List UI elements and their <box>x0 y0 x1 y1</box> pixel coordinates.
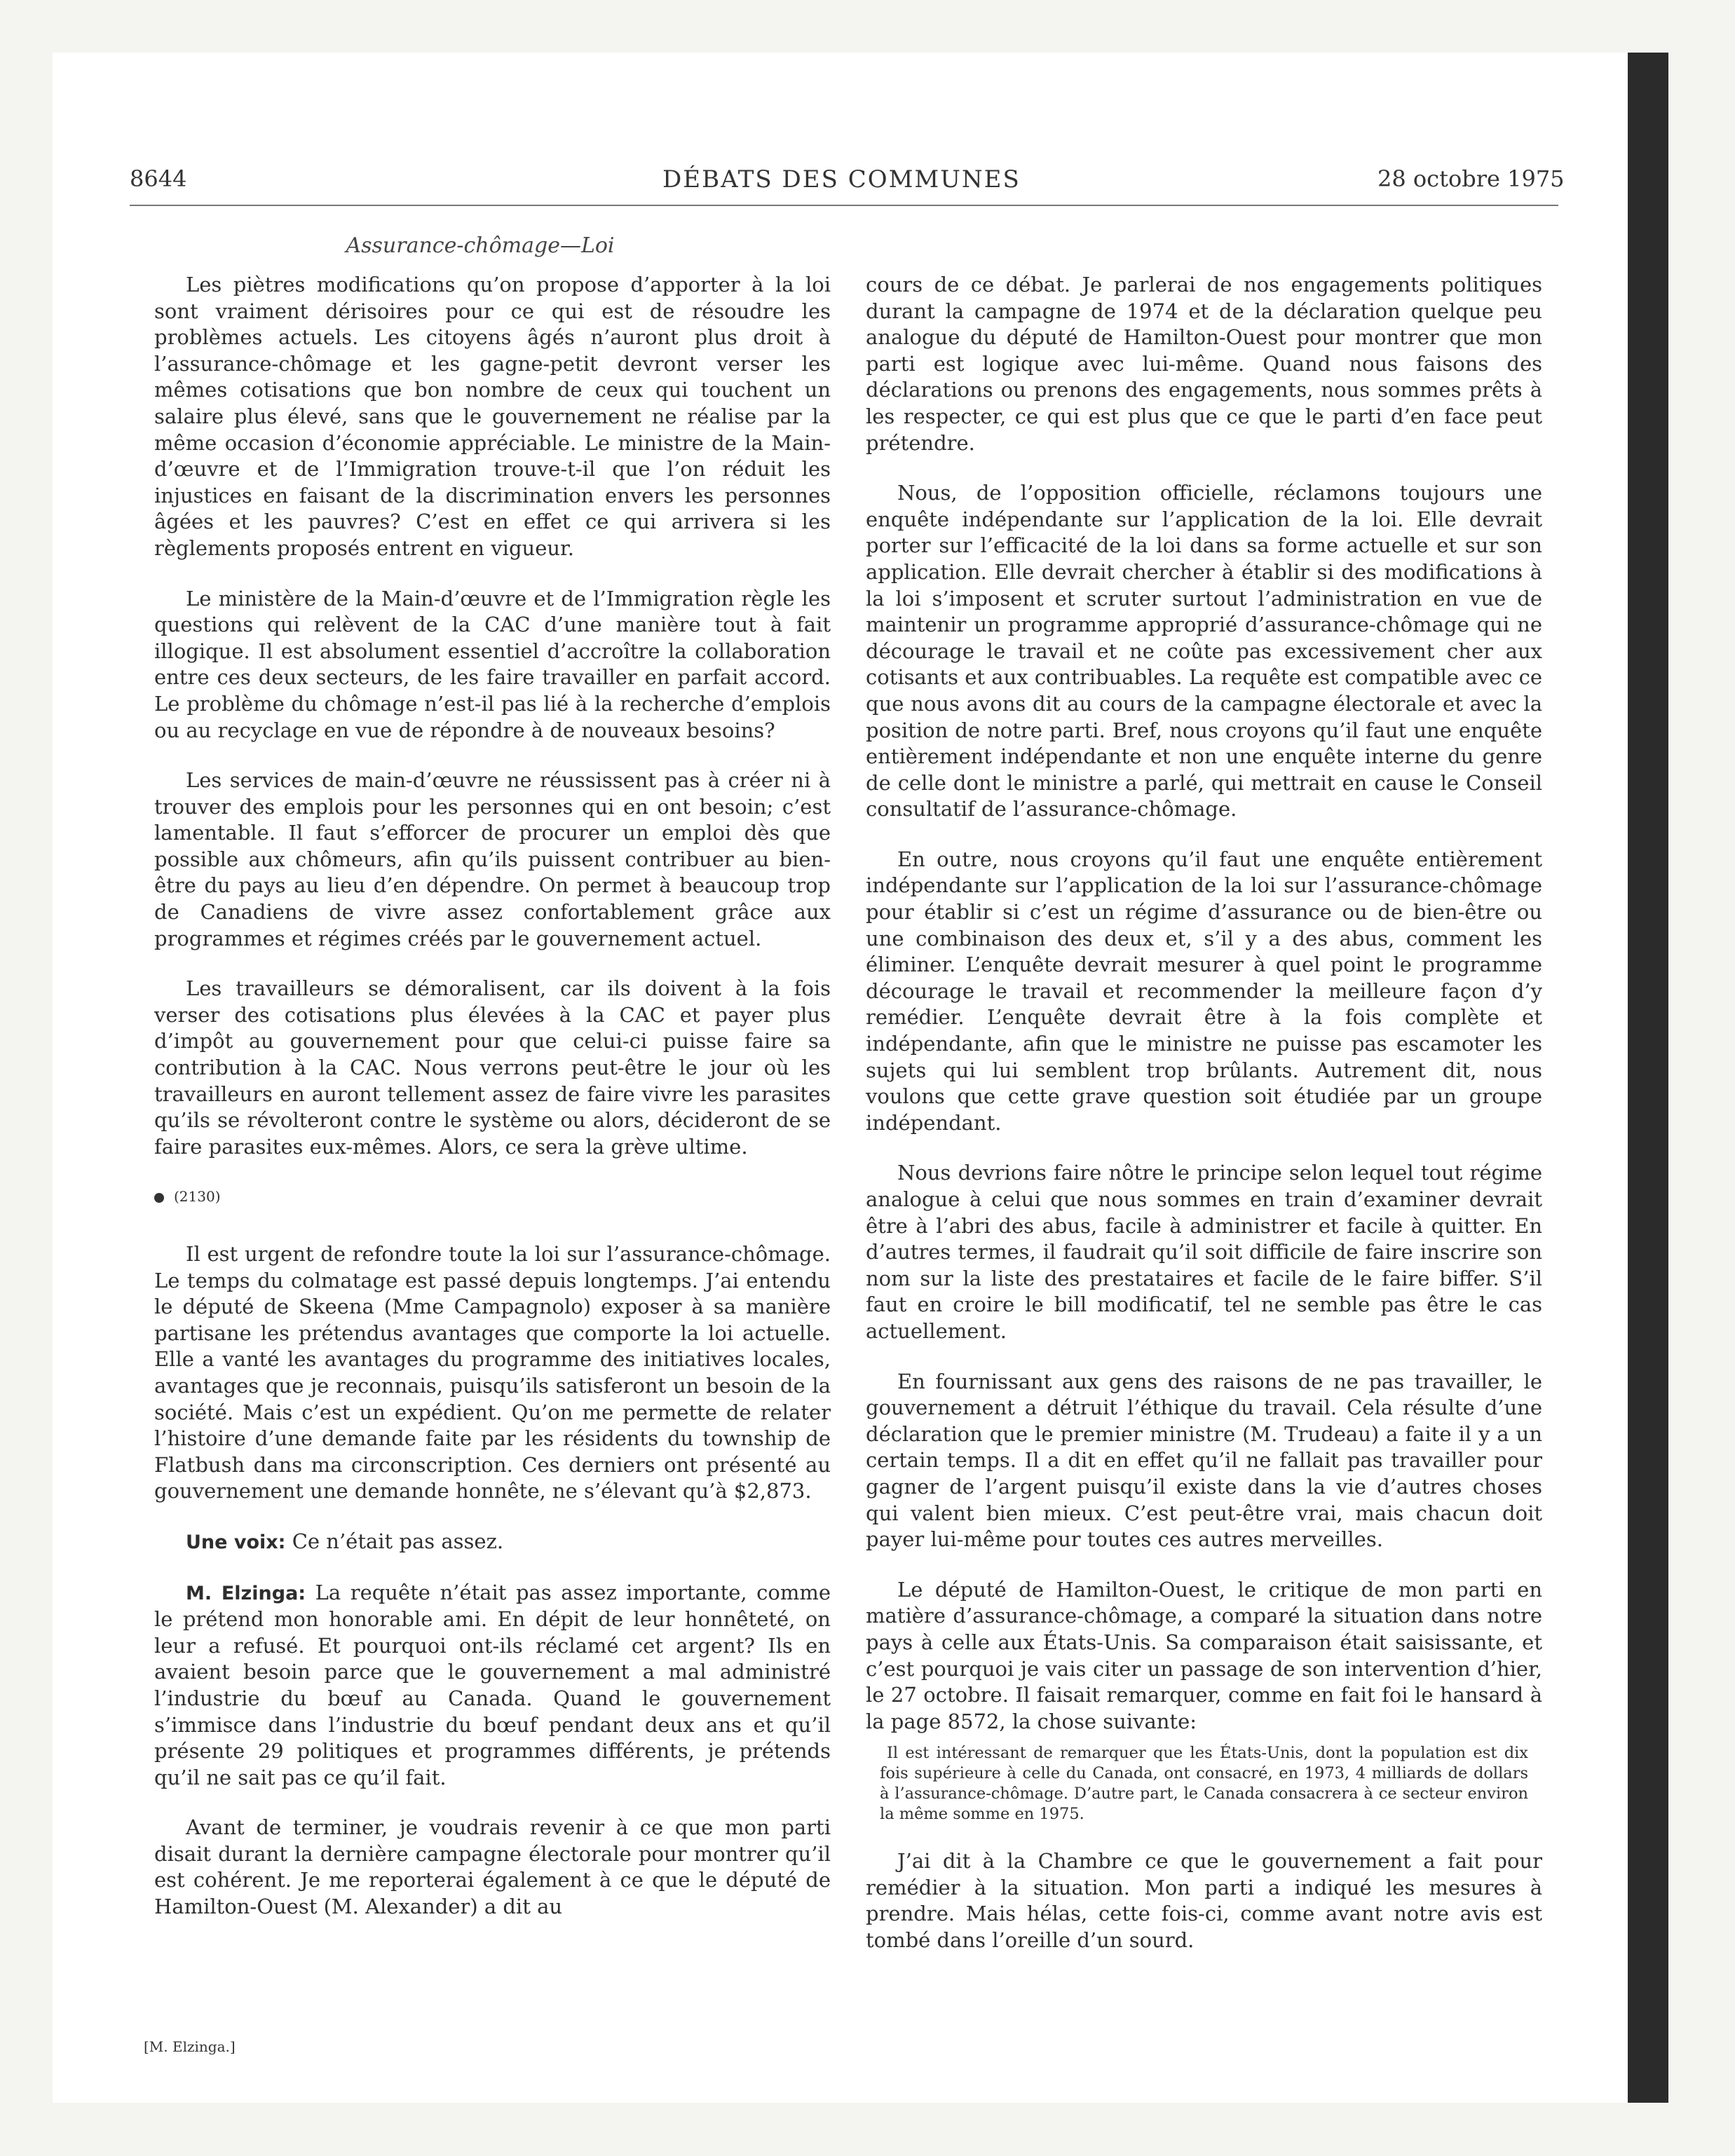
speech <box>154 1529 831 1556</box>
paragraph: Les services de main-d’œuvre ne réussissent pas à créer ni à trouver des emplois pour les personnes qui en ont besoin; c’est lamentable. Il faut s’efforcer de procurer un emploi dès que possible aux chômeurs, afin qu’ils puissent contribuer au bien-être du pays au lieu d’en dépendre. On permet à beaucoup trop de Canadiens de vivre assez confortablement grâce aux programmes et régimes créés par le gouvernement actuel. <box>154 768 831 950</box>
paragraph: Avant de terminer, je voudrais revenir à ce que mon parti disait durant la dernière campagne électorale pour montrer qu’il est cohérent. Je me reporterai également à ce que le député de Hamilton-Ouest (M. Alexander) a dit au <box>154 1815 831 1919</box>
bullet-icon <box>154 1193 164 1203</box>
speech-text: Ce n’était pas assez. <box>285 1529 504 1553</box>
speaker-reference: [M. Elzinga.] <box>144 2038 236 2055</box>
paragraph: J’ai dit à la Chambre ce que le gouvernement a fait pour remédier à la situation. Mon parti a indiqué les mesures à prendre. Mais hélas, cette fois-ci, comme avant notre avis est tombé dans l’oreille d’un sourd. <box>866 1849 1542 1953</box>
paragraph: Il est urgent de refondre toute la loi sur l’assurance-chômage. Le temps du colmatage est passé depuis longtemps. J’ai entendu le député de Skeena (Mme Campagnolo) exposer à sa manière partisane les prétendus avantages que comporte la loi actuelle. Elle a vanté les avantages du programme des initiatives locales, avantages que je reconnais, puisqu’ils satisferont un besoin de la société. Mais c’est un expédient. Qu’on me permette de relater l’histoire d’une demande faite par les résidents du township de Flatbush dans ma circonscription. Ces derniers ont présenté au gouvernement une demande honnête, ne s’élevant qu’à $2,873. <box>154 1242 831 1503</box>
paragraph: En fournissant aux gens des raisons de ne pas travailler, le gouvernement a détruit l’éthique du travail. Cela résulte d’une déclaration que le premier ministre (M. Trudeau) a faite il y a un certain temps. Il a dit en effet qu’il ne fallait pas travailler pour gagner de l’argent puisqu’il existe dans la vie d’autres choses qui valent bien mieux. C’est peut-être vrai, mais chacun doit payer lui-même pour toutes ces autres merveilles. <box>866 1369 1542 1552</box>
paragraph: Le ministère de la Main-d’œuvre et de l’Immigration règle les questions qui relèvent de la CAC d’une manière tout à fait illogique. Il est absolument essentiel d’accroître la collaboration entre ces deux secteurs, de les faire travailler en parfait accord. Le problème du chômage n’est-il pas lié à la recherche d’emplois ou au recyclage en vue de répondre à de nouveaux besoins? <box>154 586 831 742</box>
paragraph: En outre, nous croyons qu’il faut une enquête entièrement indépendante sur l’application de la loi sur l’assurance-chômage pour établir si c’est un régime d’assurance ou de bien-être ou une combinaison des deux et, s’il y a des abus, comment les éliminer. L’enquête devrait mesurer à quel point le programme décourage le travail et recommender la meilleure façon d’y remédier. L’enquête devrait être à la fois complète et indépendante, afin que le ministre ne puisse pas escamoter les sujets qui lui semblent trop brûlants. Autrement dit, nous voulons que cette grave question soit étudiée par un groupe indépendant. <box>866 847 1542 1135</box>
issue-date: 28 octobre 1975 <box>1377 165 1565 192</box>
speaker-name: Une voix: <box>186 1531 286 1553</box>
time-marker <box>154 1184 831 1210</box>
left-column <box>154 272 831 1944</box>
paragraph: Le député de Hamilton-Ouest, le critique de mon parti en matière d’assurance-chômage, a comparé la situation dans notre pays à celle aux États-Unis. Sa comparaison était saisissante, et c’est pourquoi je vais citer un passage de son intervention d’hier, le 27 octobre. Il faisait remarquer, comme en fait foi le hansard à la page 8572, la chose suivante: <box>866 1577 1542 1733</box>
speech <box>154 1580 831 1792</box>
right-column <box>866 272 1542 1978</box>
block-quote: Il est intéressant de remarquer que les États-Unis, dont la population est dix fois supérieure à celle du Canada, ont consacré, en 1973, 4 milliards de dollars à l’assurance-chômage. D’autre part, le Canada consacrera à ce secteur environ la même somme en 1975. <box>880 1744 1528 1824</box>
time-marker-text: (2130) <box>174 1188 221 1206</box>
section-title: Assurance-chômage—Loi <box>346 233 615 258</box>
speech-text: La requête n’était pas assez importante, comme le prétend mon honorable ami. En dépit de leur honnêteté, on leur a refusé. Et pourquoi ont-ils réclamé cet argent? Ils en avaient besoin parce que le gouvernement a mal administré l’industrie du bœuf au Canada. Quand le gouvernement s’immisce dans l’industrie du bœuf pendant deux ans et qu’il présente 29 politiques et programmes différents, je prétends qu’il ne sait pas ce qu’il fait. <box>154 1580 831 1789</box>
page-number: 8644 <box>130 165 187 192</box>
paragraph: Les travailleurs se démoralisent, car ils doivent à la fois verser des cotisations plus élevées à la CAC et payer plus d’impôt au gouvernement pour que celui-ci puisse faire sa contribution à la CAC. Nous verrons peut-être le jour où les travailleurs en auront tellement assez de faire vivre les parasites qu’ils se révolteront contre le système ou alors, décideront de se faire parasites eux-mêmes. Alors, ce sera la grève ultime. <box>154 976 831 1159</box>
paragraph: Nous devrions faire nôtre le principe selon lequel tout régime analogue à celui que nous sommes en train d’examiner devrait être à l’abri des abus, facile à administrer et facile à quitter. En d’autres termes, il faudrait qu’il soit difficile de faire inscrire son nom sur la liste des prestataires et facile de le faire biffer. S’il faut en croire le bill modificatif, tel ne semble pas être le cas actuellement. <box>866 1161 1542 1343</box>
paragraph: Nous, de l’opposition officielle, réclamons toujours une enquête indépendante sur l’application de la loi. Elle devrait porter sur l’efficacité de la loi dans sa forme actuelle et sur son application. Elle devrait chercher à établir si des modifications à la loi s’imposent et scruter surtout l’administration en vue de maintenir un programme approprié d’assurance-chômage qui ne décourage le travail et ne coûte pas excessivement cher aux cotisants et aux contribuables. La requête est compatible avec ce que nous avons dit au cours de la campagne électorale et avec la position de notre parti. Bref, nous croyons qu’il faut une enquête entièrement indépendante et non une enquête interne du genre de celle dont le ministre a parlé, qui mettrait en cause le Conseil consultatif de l’assurance-chômage. <box>866 481 1542 821</box>
paragraph: Les piètres modifications qu’on propose d’apporter à la loi sont vraiment dérisoires pour ce qui est de résoudre les problèmes actuels. Les citoyens âgés n’auront plus droit à l’assurance-chômage et les gagne-petit devront verser les mêmes cotisations que bon nombre de ceux qui touchent un salaire plus élevé, sans que le gouvernement ne réalise par la même occasion d’économie appréciable. Le ministre de la Main-d’œuvre et de l’Immigration trouve-t-il que l’on réduit les injustices en faisant de la discrimination envers les personnes âgées et les pauvres? C’est en effet ce qui arrivera si les règlements proposés entrent en vigueur. <box>154 273 831 560</box>
speaker-name: M. Elzinga: <box>186 1582 306 1604</box>
journal-title: DÉBATS DES COMMUNES <box>662 165 1021 193</box>
header-rule <box>130 205 1558 206</box>
paragraph: cours de ce débat. Je parlerai de nos engagements politiques durant la campagne de 1974 et de la déclaration quelque peu analogue du député de Hamilton-Ouest pour montrer que mon parti est logique avec lui-même. Quand nous faisons des déclarations ou prenons des engagements, nous sommes prêts à les respecter, ce qui est plus que ce que le parti d’en face peut prétendre. <box>866 273 1542 455</box>
scan-edge-band <box>1628 53 1668 2103</box>
